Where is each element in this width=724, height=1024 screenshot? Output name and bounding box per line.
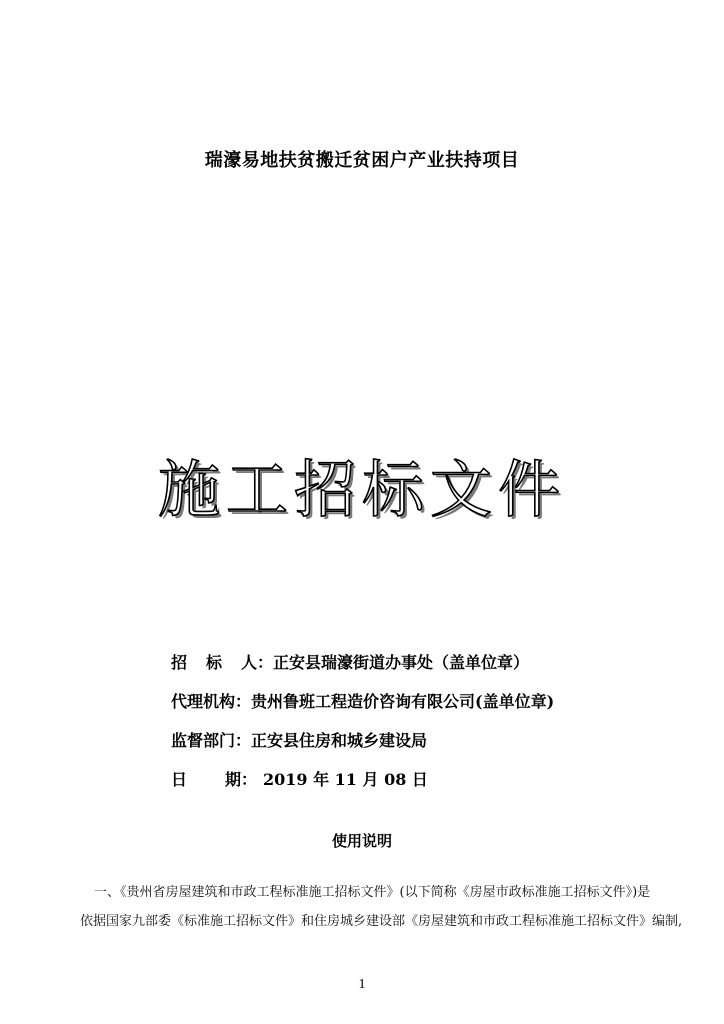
tenderer-label-char-3: 人 <box>240 653 257 672</box>
agency-label: 代理机构： <box>171 692 252 711</box>
instructions-line-1: 一、《贵州省房屋建筑和市政工程标准施工招标文件》(以下简称《房屋市政标准施工招标文件》)是 <box>94 885 651 900</box>
instructions-heading: 使用说明 <box>331 832 392 850</box>
project-title: 瑞濠易地扶贫搬迁贫困户产业扶持项目 <box>204 150 520 171</box>
tenderer-label-char-1: 招 <box>171 653 188 672</box>
supervisor-value: 正安县住房和城乡建设局 <box>251 731 428 750</box>
date-label-char-2: 期： <box>224 770 257 789</box>
document-title: 施工招标文件 <box>157 453 566 526</box>
page-number: 1 <box>358 977 366 992</box>
instructions-line-2: 依据国家九部委《标准施工招标文件》和住房城乡建设部《房屋建筑和市政工程标准施工招标文件》编制, <box>80 914 683 929</box>
tenderer-row <box>171 650 554 676</box>
date-value: 2019 年 11 月 08 日 <box>263 770 428 789</box>
date-row <box>171 767 554 793</box>
tenderer-label <box>171 650 257 676</box>
tenderer-label-char-2: 标 <box>205 653 222 672</box>
tenderer-value: 正安县瑞濠街道办事处（盖单位章） <box>273 653 530 672</box>
date-label <box>171 767 257 793</box>
agency-value: 贵州鲁班工程造价咨询有限公司(盖单位章) <box>251 692 555 711</box>
tender-info-block <box>171 650 554 806</box>
tenderer-colon: ： <box>257 653 274 672</box>
supervisor-label: 监督部门： <box>171 731 252 750</box>
instructions-paragraph <box>80 878 683 936</box>
agency-row <box>171 689 554 715</box>
supervisor-row <box>171 728 554 754</box>
date-label-char-1: 日 <box>171 770 188 789</box>
